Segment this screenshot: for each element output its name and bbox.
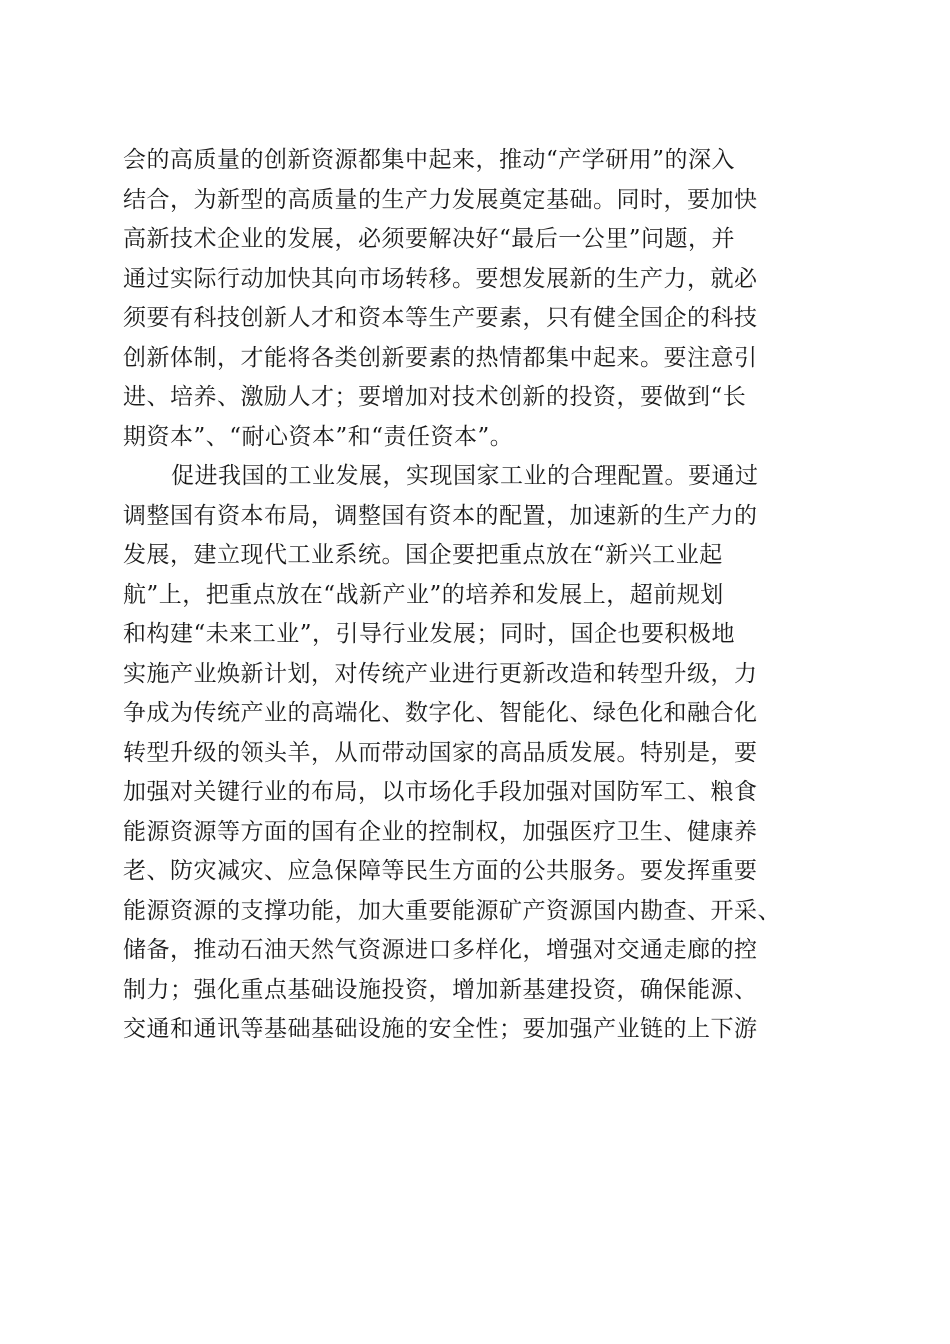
text-line: 创新体制，才能将各类创新要素的热情都集中起来。要注意引 [123,344,758,371]
text-line: 高新技术企业的发展，必须要解决好“最后一公里”问题，并 [123,226,736,252]
text-line: 交通和通讯等基础基础设施的安全性；要加强产业链的上下游 [123,1016,758,1042]
text-line: 期资本”、“耐心资本”和“责任资本”。 [123,423,514,450]
text-line: 能源资源的支撑功能，加大重要能源矿产资源国内勘查、开采、 [123,897,781,924]
text-line: 进、培养、激励人才；要增加对技术创新的投资，要做到“长 [123,384,747,410]
text-line: 老、防灾减灾、应急保障等民生方面的公共服务。要发挥重要 [123,858,758,884]
text-line: 结合，为新型的高质量的生产力发展奠定基础。同时，要加快 [123,186,758,213]
text-line: 调整国有资本布局，调整国有资本的配置，加速新的生产力的 [123,502,758,529]
text-line: 制力；强化重点基础设施投资，增加新基建投资，确保能源、 [123,976,758,1003]
text-line: 发展，建立现代工业系统。国企要把重点放在“新兴工业起 [123,542,723,568]
paragraph-2 [123,457,828,1050]
text-line: 实施产业焕新计划，对传统产业进行更新改造和转型升级，力 [123,660,758,687]
text-line: 加强对关键行业的布局，以市场化手段加强对国防军工、粮食 [123,779,758,805]
text-line: 通过实际行动加快其向市场转移。要想发展新的生产力，就必 [123,265,758,292]
text-line: 转型升级的领头羊，从而带动国家的高品质发展。特别是，要 [123,739,758,766]
paragraph-1 [123,141,828,457]
text-line: 储备，推动石油天然气资源进口多样化，增强对交通走廊的控 [123,937,758,963]
text-line-first-indented: 促进我国的工业发展，实现国家工业的合理配置。要通过 [171,463,759,489]
text-line: 航”上，把重点放在“战新产业”的培养和发展上，超前规划 [123,581,724,608]
text-line: 能源资源等方面的国有企业的控制权，加强医疗卫生、健康养 [123,818,758,845]
document-body [123,141,828,1050]
text-line: 争成为传统产业的高端化、数字化、智能化、绿色化和融合化 [123,700,758,726]
text-line: 须要有科技创新人才和资本等生产要素，只有健全国企的科技 [123,305,758,331]
text-line: 和构建“未来工业”，引导行业发展；同时，国企也要积极地 [123,621,736,647]
text-line: 会的高质量的创新资源都集中起来，推动“产学研用”的深入 [123,147,736,173]
